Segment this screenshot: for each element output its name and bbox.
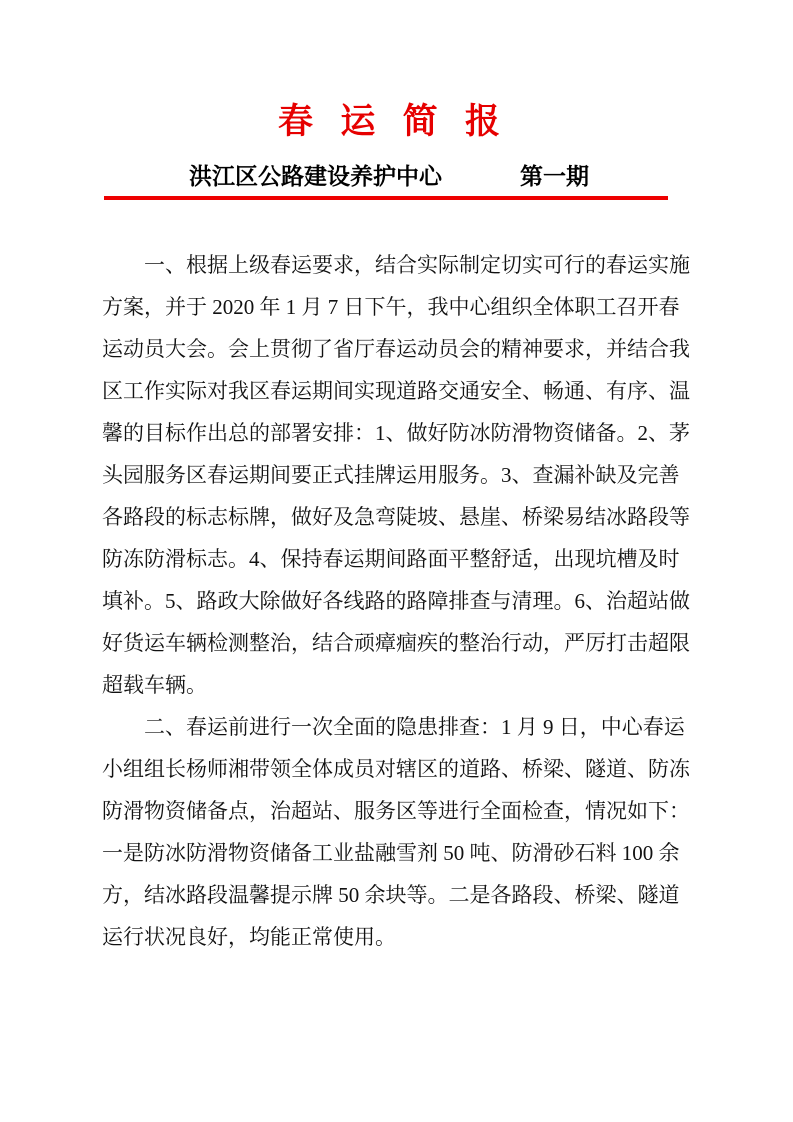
body-text-line: 方，结冰路段温馨提示牌 50 余块等。二是各路段、桥梁、隧道 [102,883,680,907]
body-text-line: 一、根据上级春运要求，结合实际制定切实可行的春运实施 [144,253,690,277]
bulletin-subtitle [102,164,676,190]
document-page [102,0,690,958]
body-text-line: 防冻防滑标志。4、保持春运期间路面平整舒适，出现坑槽及时 [102,547,680,571]
document-body [102,244,690,958]
body-text-line: 各路段的标志标牌，做好及急弯陡坡、悬崖、桥梁易结冰路段等 [102,505,690,529]
issuing-org: 洪江区公路建设养护中心 [189,164,442,189]
body-text-line: 方案，并于 2020 年 1 月 7 日下午，我中心组织全体职工召开春 [102,295,680,319]
body-text-line: 运行状况良好，均能正常使用。 [102,925,396,949]
body-text-line: 填补。5、路政大除做好各线路的路障排查与清理。6、治超站做 [102,589,690,613]
body-text-line: 馨的目标作出总的部署安排：1、做好防冰防滑物资储备。2、茅 [102,421,690,445]
body-text-line: 防滑物资储备点，治超站、服务区等进行全面检查，情况如下： [102,799,690,823]
body-text-line: 小组组长杨师湘带领全体成员对辖区的道路、桥梁、隧道、防冻 [102,757,690,781]
bulletin-title: 春运简报 [278,102,528,141]
body-text-line: 头园服务区春运期间要正式挂牌运用服务。3、查漏补缺及完善 [102,463,680,487]
body-text-line: 超载车辆。 [102,673,207,697]
body-text-line: 区工作实际对我区春运期间实现道路交通安全、畅通、有序、温 [102,379,690,403]
header-divider-rule [104,196,668,200]
body-text-line: 一是防冰防滑物资储备工业盐融雪剂 50 吨、防滑砂石料 100 余 [102,841,680,865]
body-text-line: 好货运车辆检测整治，结合顽瘴痼疾的整治行动，严厉打击超限 [102,631,690,655]
body-text-line: 二、春运前进行一次全面的隐患排查：1 月 9 日，中心春运 [144,715,685,739]
body-text-line: 运动员大会。会上贯彻了省厅春运动员会的精神要求，并结合我 [102,337,690,361]
issue-number: 第一期 [520,164,589,189]
